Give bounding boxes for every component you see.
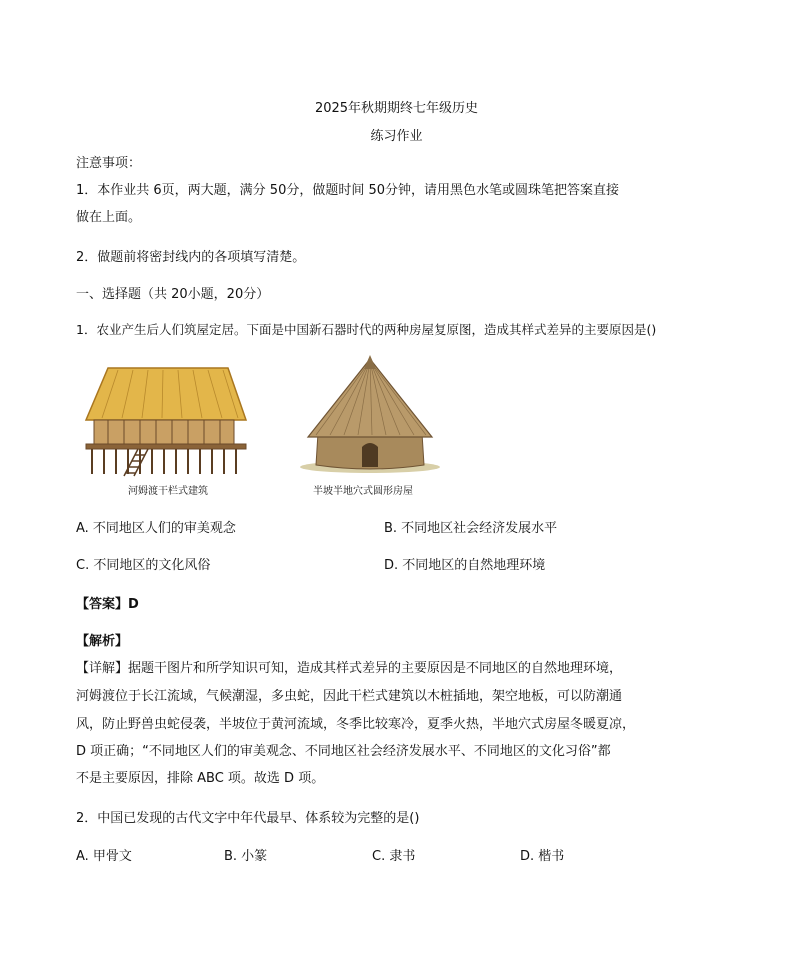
question-2-stem: 2．中国已发现的古代文字中年代最早、体系较为完整的是() xyxy=(76,811,420,826)
question-1-option-c[interactable]: C. 不同地区的文化风俗 xyxy=(76,558,211,573)
stilt-house-figure xyxy=(78,360,250,478)
notes-item-1-line-1: 1．本作业共 6页，两大题，满分 50分，做题时间 50分钟，请用黑色水笔或圆珠笔把答案直接 xyxy=(76,183,620,198)
notes-item-1-line-2: 做在上面。 xyxy=(76,210,142,225)
question-2-option-c[interactable]: C. 隶书 xyxy=(372,849,416,864)
notes-heading: 注意事项： xyxy=(76,156,142,171)
question-2-option-a[interactable]: A. 甲骨文 xyxy=(76,849,132,864)
analysis-line-5: 不是主要原因，排除 ABC 项。故选 D 项。 xyxy=(76,771,325,786)
answer-line xyxy=(76,593,139,612)
round-hut-illustration xyxy=(296,355,444,475)
round-hut-figure xyxy=(296,355,444,475)
analysis-line-4: D 项正确；“不同地区人们的审美观念、不同地区社会经济发展水平、不同地区的文化习俗”都 xyxy=(76,744,611,759)
section-heading: 一、选择题（共 20小题，20分） xyxy=(76,287,270,302)
analysis-label: 【解析】 xyxy=(76,634,129,649)
stilt-house-caption: 河姆渡干栏式建筑 xyxy=(128,486,208,497)
question-1-stem: 1．农业产生后人们筑屋定居。下面是中国新石器时代的两种房屋复原图，造成其样式差异的主要原因是() xyxy=(76,322,657,337)
page-title: 2025年秋期期终七年级历史 xyxy=(314,101,479,116)
stilt-house-illustration xyxy=(78,360,250,478)
answer-label: 【答案】 xyxy=(76,597,129,612)
question-1-option-a[interactable]: A. 不同地区人们的审美观念 xyxy=(76,521,236,536)
round-hut-caption: 半坡半地穴式圆形房屋 xyxy=(313,486,413,497)
question-1-option-b[interactable]: B. 不同地区社会经济发展水平 xyxy=(384,521,558,536)
analysis-line-2: 河姆渡位于长江流域，气候潮湿，多虫蛇，因此干栏式建筑以木桩插地，架空地板，可以防潮通 xyxy=(76,689,623,704)
analysis-line-1: 【详解】据题干图片和所学知识可知，造成其样式差异的主要原因是不同地区的自然地理环境， xyxy=(76,661,623,676)
notes-item-2: 2．做题前将密封线内的各项填写清楚。 xyxy=(76,250,306,265)
page-subtitle: 练习作业 xyxy=(370,129,423,144)
question-1-option-d[interactable]: D. 不同地区的自然地理环境 xyxy=(384,558,546,573)
question-2-option-b[interactable]: B. 小篆 xyxy=(224,849,268,864)
analysis-line-3: 风，防止野兽虫蛇侵袭，半坡位于黄河流域，冬季比较寒冷，夏季火热，半地穴式房屋冬暖夏凉， xyxy=(76,717,636,732)
question-2-option-d[interactable]: D. 楷书 xyxy=(520,849,565,864)
answer-value: D xyxy=(128,597,139,612)
